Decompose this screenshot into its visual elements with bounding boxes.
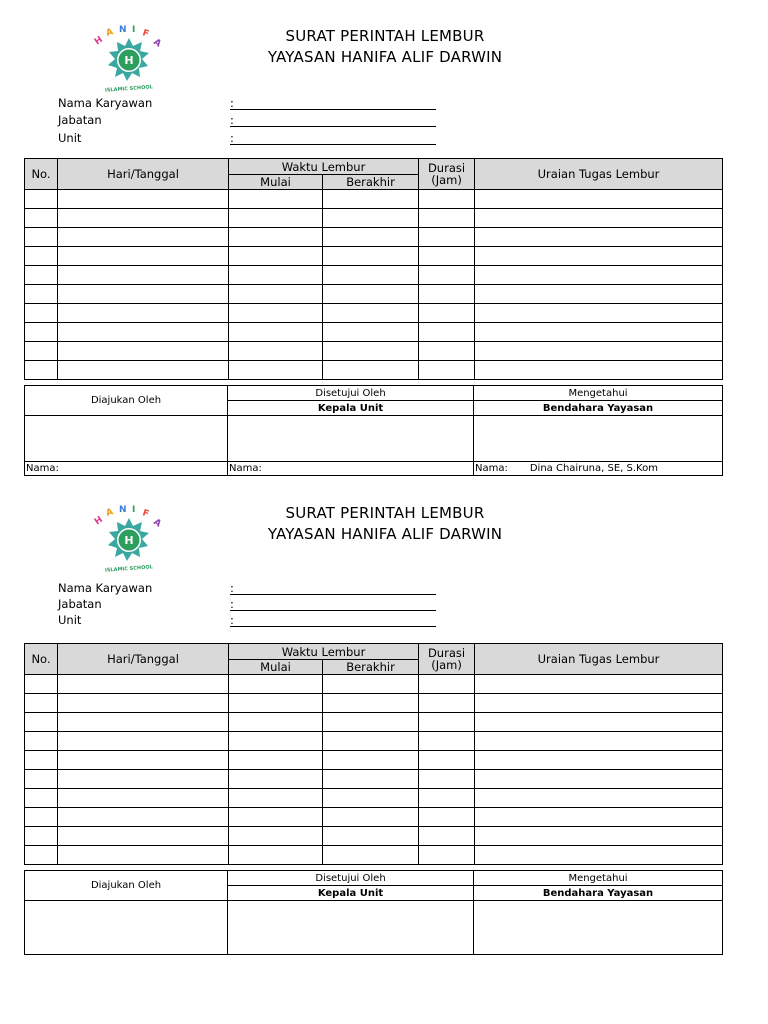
overtime-table [24, 643, 723, 865]
svg-text:A: A [104, 27, 115, 39]
cell-duration[interactable] [419, 827, 475, 846]
cell-date[interactable] [58, 304, 229, 323]
cell-start[interactable] [229, 713, 323, 732]
col-header-date: Hari/Tanggal [58, 644, 229, 675]
cell-start[interactable] [229, 323, 323, 342]
svg-text:A: A [104, 507, 115, 519]
cell-tasks[interactable] [475, 361, 723, 380]
cell-start[interactable] [229, 342, 323, 361]
acknowledger-role: Bendahara Yayasan [474, 401, 723, 416]
cell-tasks[interactable] [475, 846, 723, 865]
acknowledged-by-label: Mengetahui [474, 386, 723, 401]
overtime-table [24, 158, 723, 380]
cell-end[interactable] [323, 304, 419, 323]
cell-tasks[interactable] [475, 323, 723, 342]
cell-duration[interactable] [419, 190, 475, 209]
col-header-duration: Durasi (Jam) [419, 644, 475, 675]
cell-tasks[interactable] [475, 342, 723, 361]
cell-start[interactable] [229, 228, 323, 247]
cell-start[interactable] [229, 789, 323, 808]
cell-duration[interactable] [419, 228, 475, 247]
hanifa-school-logo [84, 504, 174, 574]
cell-start[interactable] [229, 209, 323, 228]
title-line-2: YAYASAN HANIFA ALIF DARWIN [267, 525, 503, 543]
acknowledged-by-label: Mengetahui [474, 871, 723, 886]
table-row [25, 342, 723, 361]
hanifa-school-logo [84, 24, 174, 94]
cell-date[interactable] [58, 789, 229, 808]
signature-table [24, 385, 723, 476]
cell-no[interactable] [25, 770, 58, 789]
cell-start[interactable] [229, 190, 323, 209]
table-row [25, 266, 723, 285]
svg-text:N: N [119, 25, 127, 35]
acknowledger-role: Bendahara Yayasan [474, 886, 723, 901]
svg-text:H: H [124, 54, 134, 67]
name-label: Nama: [475, 463, 508, 474]
approver-name-cell[interactable] [228, 462, 474, 476]
cell-end[interactable] [323, 808, 419, 827]
cell-date[interactable] [58, 808, 229, 827]
cell-end[interactable] [323, 266, 419, 285]
cell-duration[interactable] [419, 694, 475, 713]
cell-no[interactable] [25, 209, 58, 228]
table-row [25, 846, 723, 865]
col-header-end: Berakhir [323, 660, 419, 675]
cell-date[interactable] [58, 846, 229, 865]
cell-no[interactable] [25, 694, 58, 713]
overtime-rows [25, 675, 723, 865]
signature-box-submitter[interactable] [25, 416, 228, 462]
cell-end[interactable] [323, 285, 419, 304]
cell-duration[interactable] [419, 732, 475, 751]
cell-end[interactable] [323, 827, 419, 846]
title-line-1: SURAT PERINTAH LEMBUR [285, 27, 485, 45]
cell-no[interactable] [25, 713, 58, 732]
cell-end[interactable] [323, 675, 419, 694]
table-row [25, 209, 723, 228]
cell-date[interactable] [58, 675, 229, 694]
cell-end[interactable] [323, 789, 419, 808]
cell-start[interactable] [229, 751, 323, 770]
cell-duration[interactable] [419, 304, 475, 323]
table-row [25, 694, 723, 713]
cell-end[interactable] [323, 342, 419, 361]
cell-no[interactable] [25, 304, 58, 323]
cell-start[interactable] [229, 285, 323, 304]
cell-end[interactable] [323, 770, 419, 789]
svg-text:I: I [132, 505, 136, 515]
cell-no[interactable] [25, 846, 58, 865]
acknowledger-name-cell[interactable] [474, 462, 723, 476]
cell-date[interactable] [58, 770, 229, 789]
cell-duration[interactable] [419, 247, 475, 266]
cell-start[interactable] [229, 827, 323, 846]
cell-start[interactable] [229, 361, 323, 380]
svg-text:I: I [132, 25, 136, 35]
field-colon: : [230, 113, 234, 127]
overtime-rows [25, 190, 723, 380]
cell-tasks[interactable] [475, 751, 723, 770]
cell-duration[interactable] [419, 209, 475, 228]
field-colon: : [230, 597, 234, 611]
col-header-no: No. [25, 644, 58, 675]
cell-no[interactable] [25, 285, 58, 304]
cell-duration[interactable] [419, 789, 475, 808]
cell-date[interactable] [58, 342, 229, 361]
name-label: Nama: [229, 463, 262, 474]
cell-duration[interactable] [419, 266, 475, 285]
cell-date[interactable] [58, 732, 229, 751]
cell-start[interactable] [229, 247, 323, 266]
cell-date[interactable] [58, 209, 229, 228]
col-header-start: Mulai [229, 660, 323, 675]
cell-duration[interactable] [419, 846, 475, 865]
table-row [25, 675, 723, 694]
cell-date[interactable] [58, 285, 229, 304]
cell-end[interactable] [323, 694, 419, 713]
cell-tasks[interactable] [475, 228, 723, 247]
field-label: Jabatan [58, 597, 102, 611]
field-label: Unit [58, 613, 82, 627]
cell-duration[interactable] [419, 808, 475, 827]
cell-no[interactable] [25, 675, 58, 694]
cell-end[interactable] [323, 713, 419, 732]
cell-date[interactable] [58, 713, 229, 732]
col-header-overtime-time: Waktu Lembur [229, 159, 419, 175]
cell-tasks[interactable] [475, 770, 723, 789]
svg-text:A: A [151, 37, 163, 50]
cell-no[interactable] [25, 789, 58, 808]
field-underline [230, 126, 436, 127]
table-row [25, 770, 723, 789]
cell-date[interactable] [58, 323, 229, 342]
col-header-start: Mulai [229, 175, 323, 190]
field-colon: : [230, 581, 234, 595]
cell-start[interactable] [229, 266, 323, 285]
svg-text:A: A [151, 517, 163, 530]
cell-end[interactable] [323, 751, 419, 770]
acknowledger-name: Dina Chairuna, SE, S.Kom [529, 463, 658, 474]
cell-duration[interactable] [419, 361, 475, 380]
cell-tasks[interactable] [475, 675, 723, 694]
cell-no[interactable] [25, 751, 58, 770]
cell-start[interactable] [229, 304, 323, 323]
submitted-by-label: Diajukan Oleh [25, 871, 228, 901]
field-underline [230, 610, 436, 611]
col-header-tasks: Uraian Tugas Lembur [475, 159, 723, 190]
cell-tasks[interactable] [475, 304, 723, 323]
cell-date[interactable] [58, 361, 229, 380]
cell-end[interactable] [323, 209, 419, 228]
cell-tasks[interactable] [475, 827, 723, 846]
cell-end[interactable] [323, 228, 419, 247]
cell-end[interactable] [323, 190, 419, 209]
table-row [25, 285, 723, 304]
cell-no[interactable] [25, 342, 58, 361]
submitted-by-label: Diajukan Oleh [25, 386, 228, 416]
cell-end[interactable] [323, 361, 419, 380]
cell-tasks[interactable] [475, 247, 723, 266]
title-line-1: SURAT PERINTAH LEMBUR [285, 504, 485, 522]
cell-no[interactable] [25, 808, 58, 827]
cell-date[interactable] [58, 228, 229, 247]
approver-role: Kepala Unit [228, 886, 474, 901]
field-label: Nama Karyawan [58, 96, 153, 110]
field-underline [230, 144, 436, 145]
cell-start[interactable] [229, 694, 323, 713]
cell-duration[interactable] [419, 675, 475, 694]
cell-no[interactable] [25, 247, 58, 266]
cell-duration[interactable] [419, 342, 475, 361]
cell-no[interactable] [25, 827, 58, 846]
cell-date[interactable] [58, 247, 229, 266]
field-label: Jabatan [58, 113, 102, 127]
field-underline [230, 626, 436, 627]
submitter-name-cell[interactable] [25, 462, 228, 476]
cell-tasks[interactable] [475, 694, 723, 713]
cell-no[interactable] [25, 190, 58, 209]
svg-text:F: F [141, 508, 151, 520]
cell-end[interactable] [323, 846, 419, 865]
cell-tasks[interactable] [475, 808, 723, 827]
cell-tasks[interactable] [475, 713, 723, 732]
title-line-2: YAYASAN HANIFA ALIF DARWIN [267, 48, 503, 66]
cell-start[interactable] [229, 732, 323, 751]
cell-duration[interactable] [419, 323, 475, 342]
signature-box-approver[interactable] [228, 901, 474, 955]
col-header-date: Hari/Tanggal [58, 159, 229, 190]
cell-date[interactable] [58, 266, 229, 285]
svg-text:F: F [141, 28, 151, 40]
cell-date[interactable] [58, 751, 229, 770]
field-underline [230, 109, 436, 110]
cell-no[interactable] [25, 361, 58, 380]
svg-text:H: H [92, 514, 105, 528]
field-colon: : [230, 96, 234, 110]
approved-by-label: Disetujui Oleh [228, 386, 474, 401]
field-underline [230, 594, 436, 595]
svg-text:N: N [119, 505, 127, 515]
cell-tasks[interactable] [475, 266, 723, 285]
cell-start[interactable] [229, 770, 323, 789]
cell-tasks[interactable] [475, 285, 723, 304]
cell-end[interactable] [323, 732, 419, 751]
approved-by-label: Disetujui Oleh [228, 871, 474, 886]
signature-table [24, 870, 723, 955]
table-row [25, 732, 723, 751]
table-row [25, 190, 723, 209]
cell-tasks[interactable] [475, 209, 723, 228]
table-row [25, 361, 723, 380]
cell-no[interactable] [25, 323, 58, 342]
cell-tasks[interactable] [475, 732, 723, 751]
cell-duration[interactable] [419, 770, 475, 789]
signature-box-acknowledger[interactable] [474, 416, 723, 462]
cell-tasks[interactable] [475, 789, 723, 808]
signature-box-submitter[interactable] [25, 901, 228, 955]
field-label: Unit [58, 131, 82, 145]
table-row [25, 713, 723, 732]
cell-start[interactable] [229, 675, 323, 694]
cell-duration[interactable] [419, 285, 475, 304]
cell-end[interactable] [323, 323, 419, 342]
signature-box-approver[interactable] [228, 416, 474, 462]
table-row [25, 789, 723, 808]
field-colon: : [230, 613, 234, 627]
col-header-tasks: Uraian Tugas Lembur [475, 644, 723, 675]
table-row [25, 808, 723, 827]
table-row [25, 751, 723, 770]
table-row [25, 228, 723, 247]
svg-text:H: H [124, 534, 134, 547]
cell-start[interactable] [229, 846, 323, 865]
table-row [25, 247, 723, 266]
approver-role: Kepala Unit [228, 401, 474, 416]
cell-start[interactable] [229, 808, 323, 827]
table-row [25, 323, 723, 342]
svg-text:H: H [92, 34, 105, 48]
cell-duration[interactable] [419, 751, 475, 770]
cell-date[interactable] [58, 827, 229, 846]
table-row [25, 827, 723, 846]
col-header-duration: Durasi (Jam) [419, 159, 475, 190]
cell-end[interactable] [323, 247, 419, 266]
svg-text:ISLAMIC SCHOOL: ISLAMIC SCHOOL [104, 564, 154, 574]
cell-duration[interactable] [419, 713, 475, 732]
name-label: Nama: [26, 463, 59, 474]
cell-no[interactable] [25, 732, 58, 751]
field-colon: : [230, 131, 234, 145]
cell-date[interactable] [58, 190, 229, 209]
signature-box-acknowledger[interactable] [474, 901, 723, 955]
cell-no[interactable] [25, 228, 58, 247]
cell-no[interactable] [25, 266, 58, 285]
col-header-end: Berakhir [323, 175, 419, 190]
cell-tasks[interactable] [475, 190, 723, 209]
field-label: Nama Karyawan [58, 581, 153, 595]
cell-date[interactable] [58, 694, 229, 713]
svg-text:ISLAMIC SCHOOL: ISLAMIC SCHOOL [104, 84, 154, 94]
table-row [25, 304, 723, 323]
col-header-overtime-time: Waktu Lembur [229, 644, 419, 660]
col-header-no: No. [25, 159, 58, 190]
